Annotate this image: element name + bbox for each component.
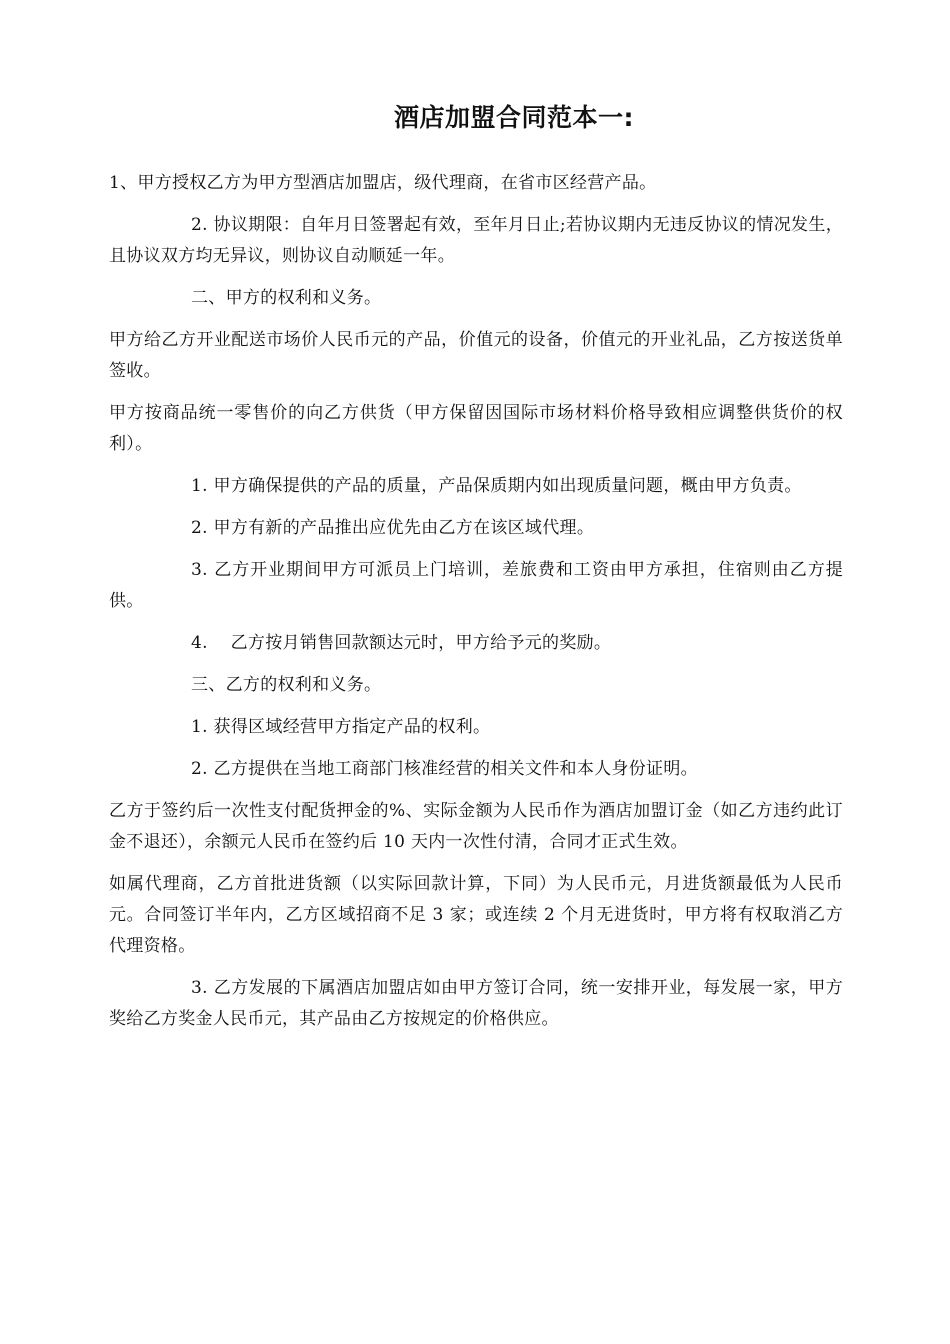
- document-body: [109, 168, 843, 1046]
- paragraph-2: 2. 协议期限：自年月日签署起有效，至年月日止;若协议期内无违反协议的情况发生，且协议双方均无异议，则协议自动顺延一年。: [109, 215, 843, 266]
- paragraph-1: 1、甲方授权乙方为甲方型酒店加盟店，级代理商，在省市区经营产品。: [109, 173, 657, 193]
- paragraph-11: 1. 获得区域经营甲方指定产品的权利。: [191, 717, 491, 737]
- paragraph-9: 4. 乙方按月销售回款额达元时，甲方给予元的奖励。: [191, 633, 612, 653]
- paragraph-13: 乙方于签约后一次性支付配货押金的%、实际金额为人民币作为酒店加盟订金（如乙方违约此订金不退还），余额元人民币在签约后 10 天内一次性付清，合同才正式生效。: [109, 801, 843, 852]
- paragraph-14: 如属代理商，乙方首批进货额（以实际回款计算，下同）为人民币元，月进货额最低为人民币元。合同签订半年内，乙方区域招商不足 3 家；或连续 2 个月无进货时，甲方将有权取消乙方代理资格。: [109, 874, 843, 956]
- paragraph-7: 2. 甲方有新的产品推出应优先由乙方在该区域代理。: [191, 518, 595, 538]
- section-heading-party-a: 二、甲方的权利和义务。: [191, 288, 382, 308]
- paragraph-5: 甲方按商品统一零售价的向乙方供货（甲方保留因国际市场材料价格导致相应调整供货价的权利）。: [109, 403, 843, 454]
- section-heading-party-b: 三、乙方的权利和义务。: [191, 675, 382, 695]
- paragraph-6: 1. 甲方确保提供的产品的质量，产品保质期内如出现质量问题，概由甲方负责。: [191, 476, 802, 496]
- paragraph-15: 3. 乙方发展的下属酒店加盟店如由甲方签订合同，统一安排开业，每发展一家，甲方奖给乙方奖金人民币元，其产品由乙方按规定的价格供应。: [109, 978, 843, 1029]
- paragraph-12: 2. 乙方提供在当地工商部门核准经营的相关文件和本人身份证明。: [191, 759, 698, 779]
- paragraph-8: 3. 乙方开业期间甲方可派员上门培训，差旅费和工资由甲方承担，住宿则由乙方提供。: [109, 560, 843, 611]
- paragraph-4: 甲方给乙方开业配送市场价人民币元的产品，价值元的设备，价值元的开业礼品，乙方按送货单签收。: [109, 330, 843, 381]
- document-title: 酒店加盟合同范本一:: [394, 103, 634, 132]
